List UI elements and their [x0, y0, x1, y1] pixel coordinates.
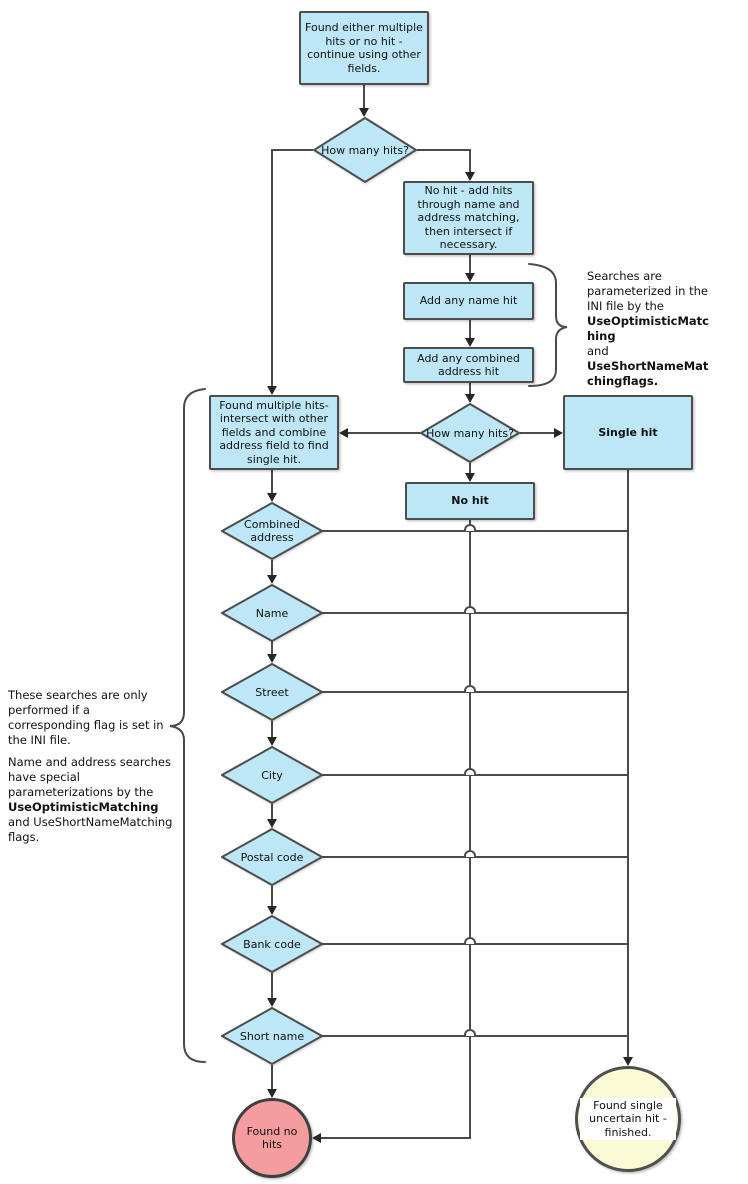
connector-line — [417, 149, 471, 151]
connector-line — [271, 886, 273, 906]
arrowhead-down — [267, 386, 277, 395]
connector-line — [271, 150, 273, 386]
single-hit-box — [563, 395, 693, 470]
annotation-line: UseOptimisticMatching — [8, 800, 159, 814]
connector-line — [363, 85, 365, 109]
found-no-hits-label: Found no hits — [246, 1124, 298, 1151]
combined-address-diamond — [221, 502, 323, 560]
arrowhead-down — [465, 473, 475, 482]
line-crossover-hop — [464, 606, 476, 613]
connector-line — [469, 255, 471, 273]
no-hit-label: No hit — [451, 494, 489, 508]
annotation-line: the INI file. — [8, 733, 71, 747]
bank-code-diamond — [221, 915, 323, 973]
city-diamond — [221, 746, 323, 804]
connector-line — [271, 470, 273, 493]
connector-line — [321, 1137, 471, 1139]
arrowhead-down — [465, 338, 475, 347]
arrowhead-down — [465, 394, 475, 403]
line-crossover-hop — [464, 850, 476, 857]
annotation-line: corresponding flag is set in — [8, 718, 164, 732]
how-many-hits-diamond-2 — [420, 403, 520, 463]
arrowhead-down — [623, 1057, 633, 1066]
connector-line — [348, 432, 420, 434]
arrowhead-down — [267, 654, 277, 663]
annotation-line: and — [587, 344, 609, 358]
annotation-line: have special — [8, 770, 80, 784]
arrowhead-down — [267, 575, 277, 584]
annotation-line: hing — [587, 329, 616, 343]
found-single-uncertain-hit-label: Found single uncertain hit - finished. — [580, 1098, 676, 1141]
line-crossover-hop — [464, 768, 476, 775]
arrowhead-down — [267, 819, 277, 828]
no-hit-add-hits-box — [403, 181, 534, 255]
diamond-label: How many hits? — [426, 426, 514, 440]
diamond-label: City — [261, 768, 283, 782]
found-no-hits-terminal — [232, 1098, 312, 1178]
connector-line — [271, 804, 273, 819]
arrowhead-down — [465, 273, 475, 282]
arrowhead-left — [312, 1133, 321, 1143]
found-multiple-hits-label: Found multiple hits- intersect with other fields and combine address field to find single hit. — [219, 398, 329, 466]
arrowhead-down — [465, 172, 475, 181]
found-single-uncertain-hit-terminal — [575, 1066, 681, 1172]
arrowhead-down — [267, 998, 277, 1007]
annotation-line — [8, 748, 203, 755]
connector-line — [520, 432, 554, 434]
arrowhead-down — [267, 906, 277, 915]
connector-line — [469, 320, 471, 338]
connector-line — [627, 470, 629, 1057]
connector-line — [469, 150, 471, 172]
name-diamond — [221, 584, 323, 642]
connector-line — [469, 463, 471, 473]
annotation-line: and UseShortNameMatching — [8, 815, 173, 829]
arrowhead-down — [267, 1089, 277, 1098]
annotation-line: UseOptimisticMatc — [587, 314, 709, 328]
start-box — [299, 11, 429, 85]
connector-line — [271, 641, 273, 654]
annotation-line: Name and address searches — [8, 755, 171, 769]
connector-line — [271, 973, 273, 998]
arrowhead-down — [359, 108, 369, 117]
left-annotation — [8, 688, 203, 845]
annotation-line: parameterizations by the — [8, 785, 154, 799]
add-any-name-hit-box — [403, 282, 534, 320]
diamond-label: Street — [255, 685, 289, 699]
annotation-line: Searches are — [587, 269, 662, 283]
single-hit-label: Single hit — [598, 425, 658, 439]
start-box-label: Found either multiple hits or no hit - continue using other fields. — [305, 21, 423, 75]
line-crossover-hop — [464, 685, 476, 692]
diamond-label: Combined address — [244, 518, 300, 544]
line-crossover-hop — [464, 524, 476, 531]
diamond-label: Name — [255, 606, 289, 620]
diamond-label: Bank code — [243, 937, 301, 951]
add-any-combined-address-hit-label: Add any combined address hit — [417, 351, 520, 378]
diamond-label: Short name — [239, 1029, 305, 1043]
arrowhead-down — [267, 737, 277, 746]
no-hit-add-hits-label: No hit - add hits through name and address matching, then intersect if necessary. — [417, 184, 520, 252]
arrowhead-right — [554, 428, 563, 438]
diamond-label: How many hits? — [321, 143, 409, 157]
connector-line — [271, 149, 313, 151]
annotation-line: parameterized in the — [587, 284, 708, 298]
no-hit-box — [405, 482, 535, 520]
connector-line — [271, 1065, 273, 1089]
found-multiple-hits-box — [209, 395, 339, 470]
right-annotation — [587, 269, 742, 389]
arrowhead-down — [267, 493, 277, 502]
annotation-line: performed if a — [8, 703, 90, 717]
how-many-hits-diamond-1 — [313, 117, 417, 183]
annotation-line: UseShortNameMat — [587, 359, 709, 373]
street-diamond — [221, 663, 323, 721]
connector-line — [271, 560, 273, 575]
postal-code-diamond — [221, 828, 323, 886]
arrowhead-left — [339, 428, 348, 438]
connector-line — [271, 721, 273, 737]
short-name-diamond — [221, 1007, 323, 1065]
add-any-name-hit-label: Add any name hit — [419, 294, 518, 308]
annotation-line: These searches are only — [8, 688, 148, 702]
line-crossover-hop — [464, 937, 476, 944]
diamond-label: Postal code — [240, 850, 304, 864]
annotation-line: INI file by the — [587, 299, 664, 313]
connector-line — [469, 383, 471, 394]
annotation-line: chingflags. — [587, 374, 659, 388]
add-any-combined-address-hit-box — [403, 347, 534, 383]
line-crossover-hop — [464, 1029, 476, 1036]
right-brace — [529, 264, 567, 386]
annotation-line: flags. — [8, 830, 40, 844]
